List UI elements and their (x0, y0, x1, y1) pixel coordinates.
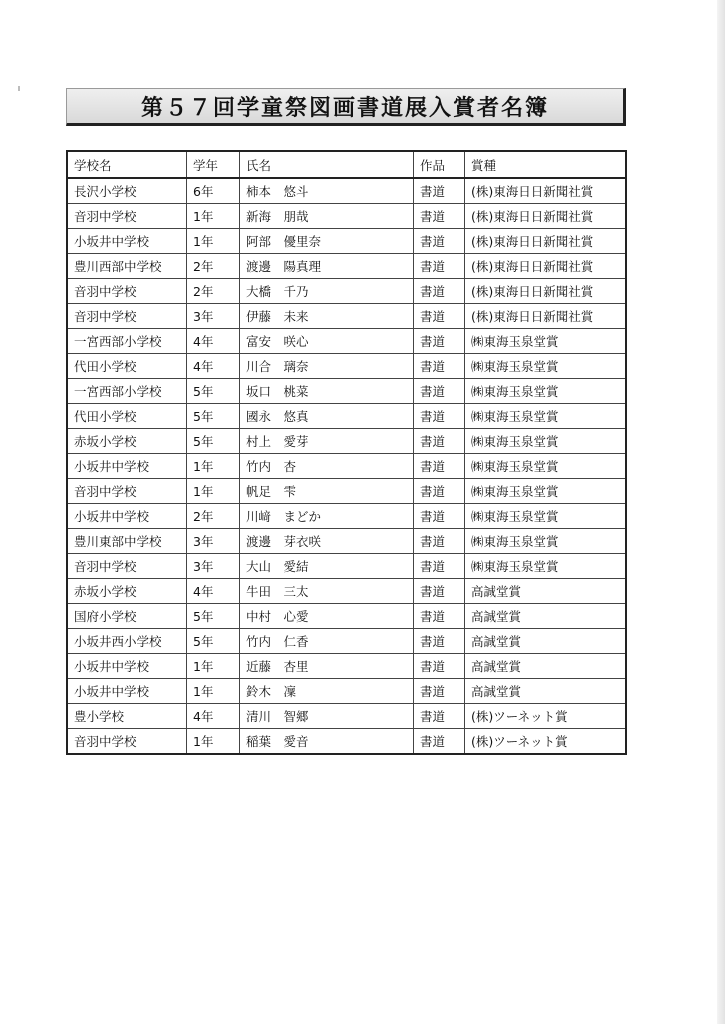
cell-work: 書道 (414, 579, 465, 604)
cell-award: (株)東海日日新聞社賞 (465, 254, 627, 279)
cell-school: 一宮西部小学校 (67, 379, 187, 404)
table-row (67, 204, 626, 229)
cell-school: 小坂井中学校 (67, 654, 187, 679)
cell-award: (株)ツーネット賞 (465, 704, 627, 729)
cell-work: 書道 (414, 529, 465, 554)
cell-award: (株)東海日日新聞社賞 (465, 229, 627, 254)
header-work: 作品 (414, 151, 465, 178)
cell-work: 書道 (414, 178, 465, 204)
cell-name: 伊藤 未来 (240, 304, 414, 329)
cell-work: 書道 (414, 354, 465, 379)
cell-award: ㈱東海玉泉堂賞 (465, 504, 627, 529)
cell-award: ㈱東海玉泉堂賞 (465, 329, 627, 354)
table-row (67, 504, 626, 529)
title-banner (66, 88, 626, 126)
scan-speck (18, 86, 20, 91)
cell-grade: 1年 (187, 679, 240, 704)
table-row (67, 629, 626, 654)
cell-school: 音羽中学校 (67, 479, 187, 504)
table-row (67, 479, 626, 504)
cell-name: 大橋 千乃 (240, 279, 414, 304)
cell-school: 音羽中学校 (67, 279, 187, 304)
header-award: 賞種 (465, 151, 627, 178)
cell-name: 牛田 三太 (240, 579, 414, 604)
cell-award: (株)東海日日新聞社賞 (465, 304, 627, 329)
table-row (67, 254, 626, 279)
cell-grade: 4年 (187, 704, 240, 729)
cell-grade: 6年 (187, 178, 240, 204)
cell-work: 書道 (414, 704, 465, 729)
header-grade: 学年 (187, 151, 240, 178)
cell-grade: 1年 (187, 729, 240, 755)
cell-award: 高誠堂賞 (465, 654, 627, 679)
table-row (67, 229, 626, 254)
cell-grade: 5年 (187, 379, 240, 404)
cell-school: 豊川西部中学校 (67, 254, 187, 279)
cell-work: 書道 (414, 329, 465, 354)
table-body (67, 178, 626, 754)
cell-name: 國永 悠真 (240, 404, 414, 429)
cell-school: 小坂井中学校 (67, 229, 187, 254)
cell-school: 音羽中学校 (67, 304, 187, 329)
cell-grade: 1年 (187, 204, 240, 229)
cell-name: 渡邊 陽真理 (240, 254, 414, 279)
table-row (67, 529, 626, 554)
cell-name: 竹内 仁香 (240, 629, 414, 654)
cell-grade: 3年 (187, 554, 240, 579)
cell-name: 竹内 杏 (240, 454, 414, 479)
cell-grade: 5年 (187, 404, 240, 429)
cell-grade: 4年 (187, 329, 240, 354)
cell-grade: 1年 (187, 229, 240, 254)
table-row (67, 604, 626, 629)
cell-name: 中村 心愛 (240, 604, 414, 629)
cell-name: 帆足 雫 (240, 479, 414, 504)
cell-name: 柿本 悠斗 (240, 178, 414, 204)
cell-grade: 4年 (187, 579, 240, 604)
header-name: 氏名 (240, 151, 414, 178)
cell-school: 小坂井西小学校 (67, 629, 187, 654)
cell-name: 清川 智郷 (240, 704, 414, 729)
cell-work: 書道 (414, 229, 465, 254)
cell-award: ㈱東海玉泉堂賞 (465, 454, 627, 479)
cell-school: 音羽中学校 (67, 204, 187, 229)
table-row (67, 379, 626, 404)
cell-award: 高誠堂賞 (465, 679, 627, 704)
cell-name: 阿部 優里奈 (240, 229, 414, 254)
cell-award: ㈱東海玉泉堂賞 (465, 479, 627, 504)
cell-work: 書道 (414, 654, 465, 679)
table-row (67, 279, 626, 304)
table-row (67, 429, 626, 454)
cell-award: 高誠堂賞 (465, 579, 627, 604)
cell-school: 小坂井中学校 (67, 454, 187, 479)
cell-work: 書道 (414, 304, 465, 329)
cell-award: ㈱東海玉泉堂賞 (465, 554, 627, 579)
cell-name: 稲葉 愛音 (240, 729, 414, 755)
cell-award: 高誠堂賞 (465, 629, 627, 654)
table-row (67, 329, 626, 354)
cell-school: 赤坂小学校 (67, 579, 187, 604)
table-row (67, 554, 626, 579)
cell-work: 書道 (414, 729, 465, 755)
cell-grade: 1年 (187, 454, 240, 479)
cell-award: (株)東海日日新聞社賞 (465, 178, 627, 204)
table-row (67, 304, 626, 329)
winners-table (66, 150, 627, 755)
cell-award: ㈱東海玉泉堂賞 (465, 529, 627, 554)
cell-school: 代田小学校 (67, 354, 187, 379)
table-header-row (67, 151, 626, 178)
cell-grade: 3年 (187, 304, 240, 329)
scan-page-edge (717, 0, 725, 1024)
cell-name: 新海 朋哉 (240, 204, 414, 229)
cell-award: ㈱東海玉泉堂賞 (465, 379, 627, 404)
cell-work: 書道 (414, 204, 465, 229)
cell-grade: 4年 (187, 354, 240, 379)
cell-work: 書道 (414, 604, 465, 629)
cell-work: 書道 (414, 279, 465, 304)
cell-name: 近藤 杏里 (240, 654, 414, 679)
cell-name: 川﨑 まどか (240, 504, 414, 529)
cell-grade: 2年 (187, 279, 240, 304)
cell-work: 書道 (414, 254, 465, 279)
cell-work: 書道 (414, 404, 465, 429)
cell-name: 川合 璃奈 (240, 354, 414, 379)
table-row (67, 354, 626, 379)
table-row (67, 729, 626, 755)
header-school: 学校名 (67, 151, 187, 178)
cell-school: 一宮西部小学校 (67, 329, 187, 354)
cell-work: 書道 (414, 429, 465, 454)
cell-award: ㈱東海玉泉堂賞 (465, 404, 627, 429)
cell-school: 代田小学校 (67, 404, 187, 429)
table-row (67, 454, 626, 479)
cell-name: 鈴木 凜 (240, 679, 414, 704)
cell-name: 坂口 桃菜 (240, 379, 414, 404)
cell-school: 豊小学校 (67, 704, 187, 729)
table-row (67, 404, 626, 429)
page-title: 第５７回学童祭図画書道展入賞者名簿 (140, 95, 549, 121)
table-row (67, 579, 626, 604)
cell-name: 村上 愛芽 (240, 429, 414, 454)
cell-award: (株)東海日日新聞社賞 (465, 204, 627, 229)
cell-grade: 1年 (187, 654, 240, 679)
cell-school: 小坂井中学校 (67, 504, 187, 529)
cell-award: 高誠堂賞 (465, 604, 627, 629)
cell-work: 書道 (414, 504, 465, 529)
cell-grade: 2年 (187, 504, 240, 529)
cell-award: (株)東海日日新聞社賞 (465, 279, 627, 304)
table-row (67, 679, 626, 704)
cell-work: 書道 (414, 479, 465, 504)
table-row (67, 178, 626, 204)
cell-school: 国府小学校 (67, 604, 187, 629)
table-row (67, 704, 626, 729)
cell-award: ㈱東海玉泉堂賞 (465, 429, 627, 454)
cell-name: 富安 咲心 (240, 329, 414, 354)
cell-grade: 5年 (187, 604, 240, 629)
cell-grade: 3年 (187, 529, 240, 554)
cell-work: 書道 (414, 679, 465, 704)
cell-school: 長沢小学校 (67, 178, 187, 204)
cell-grade: 5年 (187, 629, 240, 654)
cell-grade: 2年 (187, 254, 240, 279)
cell-name: 大山 愛結 (240, 554, 414, 579)
cell-award: ㈱東海玉泉堂賞 (465, 354, 627, 379)
cell-work: 書道 (414, 629, 465, 654)
cell-school: 音羽中学校 (67, 554, 187, 579)
cell-award: (株)ツーネット賞 (465, 729, 627, 755)
cell-school: 小坂井中学校 (67, 679, 187, 704)
cell-school: 音羽中学校 (67, 729, 187, 755)
cell-work: 書道 (414, 454, 465, 479)
cell-work: 書道 (414, 379, 465, 404)
cell-work: 書道 (414, 554, 465, 579)
cell-name: 渡邊 芽衣咲 (240, 529, 414, 554)
table-row (67, 654, 626, 679)
cell-grade: 5年 (187, 429, 240, 454)
cell-school: 赤坂小学校 (67, 429, 187, 454)
cell-grade: 1年 (187, 479, 240, 504)
cell-school: 豊川東部中学校 (67, 529, 187, 554)
